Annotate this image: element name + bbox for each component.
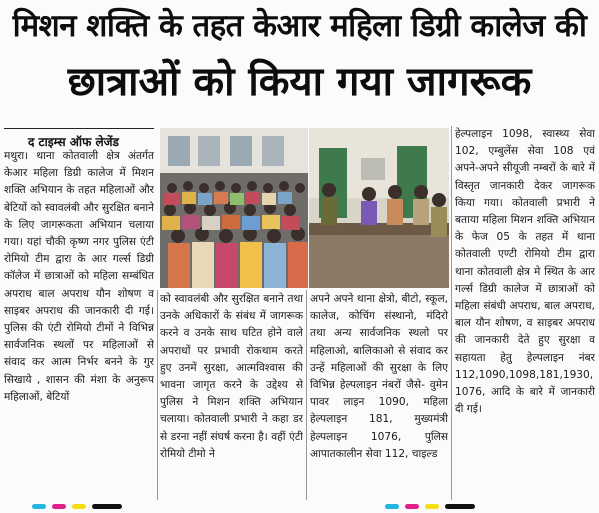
column-divider-2 <box>306 290 307 500</box>
article-column-2: को स्वावलंबी और सुरक्षित बनाने तथा उनके अधिकारों के संबंध में जागरूक करने व उनके साथ घटित होने वाले अपराधों पर प्रभावी रोकथाम करते हुए उनमें सुरक्षा, आत्मविश्वास की भावना जागृत करने के उद्देश्य से पुलिस ने मिशन शक्ति अभियान चलाया। कोतवाली प्रभारी ने कहा डर से डरना नहीं संघर्ष करना है। वहीं एंटी रोमियो टीमो ने <box>160 293 303 460</box>
article-column-3: अपने अपने थाना क्षेत्रो, बीटो, स्कूल, कालेज, कोचिंग संस्थानो, मंदिरो तथा अन्य सार्वजनिक स्थलो पर महिलाओ, बालिकाओ से संवाद कर उन्हें महिलाओं की सुरक्षा के लिए विभिन्न हेल्पलाइन नंबरों जैसे- वुमेन पावर लाइन 1090, महिला हेल्पलाइन 181, मुख्यमंत्री हेल्पलाइन 1076, पुलिस आपातकालीन सेवा 112, चाइल्ड <box>310 293 448 460</box>
headline-line-1: मिशन शक्ति के तहत केआर महिला डिग्री कालेज की <box>12 8 587 44</box>
print-color-mark-magenta-2 <box>405 504 419 509</box>
article-column-1: मथुरा। थाना कोतवाली क्षेत्र अंतर्गत केआर महिला डिग्री कालेज में मिशन शक्ति अभियान के तहत महिलाओं और बेटियों को स्वावलंबी और सुरक्षित बनाने के लिए जागरूकता अभियान चलाया गया। यहां चौकी कृष्ण नगर पुलिस एंटी रोमियो टीम द्वारा के आर गर्ल्स डिग्री कॉलेज में छात्राओं को महिला सम्बंधित अपराध बाल अपराध यौन शोषण व साइबर अपराध की जानकारी दी गई। पुलिस की एंटी रोमियो टीमों ने विभिन्न सार्वजनिक स्थलों पर महिलाओं से संवाद कर आत्म निर्भर बनने के गुर सिखाये , शासन की मंशा के अनुरूप महिलाओं, बेटियों <box>4 150 154 403</box>
column-divider-1 <box>157 290 158 500</box>
photo-dais-image <box>309 128 449 288</box>
print-color-mark-cyan <box>32 504 46 509</box>
photo-audience <box>160 128 308 288</box>
print-color-mark-magenta <box>52 504 66 509</box>
photo-audience-image <box>160 128 308 288</box>
photo-dais <box>309 128 449 288</box>
column-divider-3 <box>451 126 452 500</box>
print-color-mark-yellow-2 <box>425 504 439 509</box>
print-color-mark-black <box>92 504 122 509</box>
byline-rule <box>4 128 154 129</box>
article-column-4: हेल्पलाइन 1098, स्वास्थ्य सेवा 102, एम्बुलेंस सेवा 108 एवं अपने-अपने सीयूजी नम्बरों के बारे में विस्तृत जानकारी देकर जागरूक किया गया। कोतवाली प्रभारी ने बताया महिला मिशन शक्ति अभियान के फेज 05 के तहत में थाना कोतवाली एण्टी रोमियो टीम द्वारा थाना कोतवाली क्षेत्र मे स्थित के आर गर्ल्स डिग्री कालेज में छात्राओं को महिला संबंधी अपराध, बाल अपराध, बाल यौन शोषण, व साइबर अपराध की जानकारी देते हुए सुरक्षा व सहायता हेतु हेल्पलाइन नंबर 112,1090,1098,181,1930, 1076, आदि के बारे में जानकारी दी गई। <box>455 128 595 416</box>
print-color-mark-black-2 <box>445 504 475 509</box>
print-color-mark-yellow <box>72 504 86 509</box>
print-color-mark-cyan-2 <box>385 504 399 509</box>
byline: द टाइम्स ऑफ लेजेंड <box>28 135 119 149</box>
headline-line-2: छात्राओं को किया गया जागरूक <box>67 59 532 105</box>
